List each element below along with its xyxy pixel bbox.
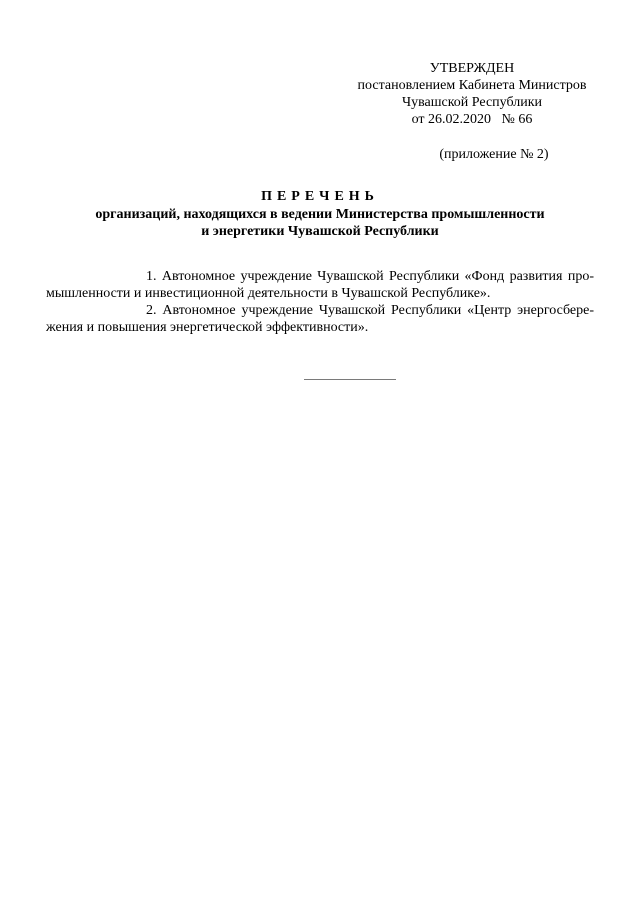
subtitle-line-2: и энергетики Чувашской Республики [201,224,439,239]
list-item: 1. Автономное учреждение Чувашской Республики «Фонд развития промышленности и инвестиционной деятельности в Чувашской Республике». [46,269,594,301]
document-title: ПЕРЕЧЕНЬ [261,189,379,204]
approval-republic: Чувашской Республики [401,95,543,110]
subtitle-line-1: организаций, находящихся в ведении Министерства промышленности [95,207,545,222]
approval-date-number: от 26.02.2020 № 66 [411,112,533,127]
approval-stamp [352,60,592,128]
list-item: 2. Автономное учреждение Чувашской Республики «Центр энергосбережения и повышения энергетической эффективности». [46,303,594,335]
organization-list [46,268,594,336]
approval-heading: УТВЕРЖДЕН [429,61,515,76]
document-subtitle [60,206,580,240]
approval-by-line: постановлением Кабинета Министров [357,78,587,93]
appendix-label: (приложение № 2) [439,147,549,162]
end-separator-line [304,379,396,380]
